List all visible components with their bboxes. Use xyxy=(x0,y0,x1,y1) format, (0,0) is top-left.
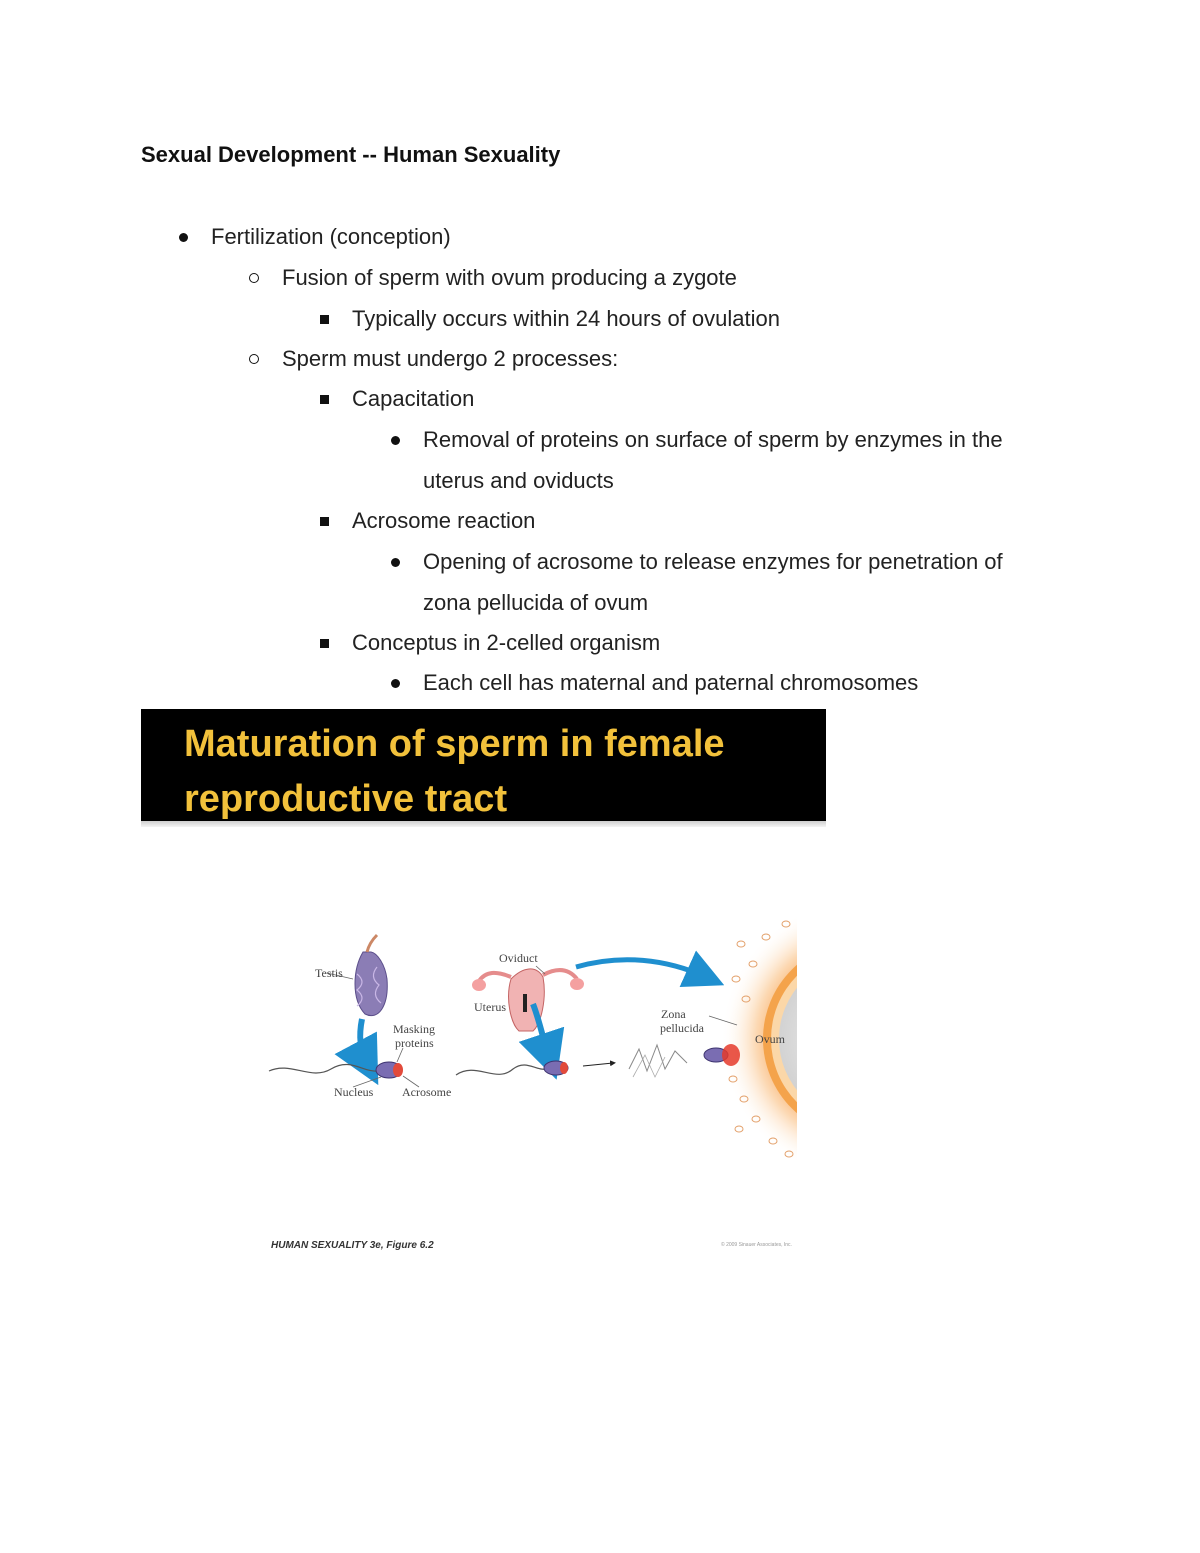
page-title: Sexual Development -- Human Sexuality xyxy=(141,142,561,167)
list-item: Acrosome reaction xyxy=(352,508,536,533)
list-item: Each cell has maternal and paternal chromosomes xyxy=(423,670,919,695)
square-bullet-icon xyxy=(320,517,329,526)
proteins-label: proteins xyxy=(395,1036,434,1050)
acrosome-label: Acrosome xyxy=(402,1085,452,1099)
square-bullet-icon xyxy=(320,395,329,404)
square-bullet-icon xyxy=(320,315,329,324)
circle-bullet-icon xyxy=(249,354,259,364)
list-item: Fertilization (conception) xyxy=(211,224,451,249)
list-item: Sperm must undergo 2 processes: xyxy=(282,346,619,371)
disc-bullet-icon xyxy=(391,679,400,688)
list-item: Removal of proteins on surface of sperm by enzymes in the xyxy=(423,427,1003,452)
testis-label: Testis xyxy=(315,966,343,980)
list-item-continuation: zona pellucida of ovum xyxy=(423,590,649,615)
disc-bullet-icon xyxy=(391,436,400,445)
pellucida-label: pellucida xyxy=(660,1021,704,1035)
testis-graphic xyxy=(355,935,387,1016)
uterus-label: Uterus xyxy=(474,1000,506,1014)
sperm-maturation-diagram xyxy=(141,709,827,1279)
embedded-slide-figure xyxy=(141,709,827,1279)
slide-title-line: reproductive tract xyxy=(184,778,508,820)
list-item: Typically occurs within 24 hours of ovulation xyxy=(352,306,780,331)
list-item: Fusion of sperm with ovum producing a zygote xyxy=(282,265,737,290)
oviduct-label: Oviduct xyxy=(499,951,538,965)
nucleus-label: Nucleus xyxy=(334,1085,374,1099)
slide-title-line: Maturation of sperm in female xyxy=(184,723,725,765)
list-item: Opening of acrosome to release enzymes for penetration of xyxy=(423,549,1003,574)
zona-label: Zona xyxy=(661,1007,686,1021)
copyright-notice: © 2009 Sinauer Associates, Inc. xyxy=(721,1242,792,1248)
figure-caption: HUMAN SEXUALITY 3e, Figure 6.2 xyxy=(271,1240,434,1251)
sperm-graphic xyxy=(456,1061,568,1075)
list-item: Conceptus in 2-celled organism xyxy=(352,630,661,655)
list-item-continuation: uterus and oviducts xyxy=(423,468,614,493)
square-bullet-icon xyxy=(320,639,329,648)
circle-bullet-icon xyxy=(249,273,259,283)
sperm-graphic xyxy=(629,1044,740,1077)
list-item: Capacitation xyxy=(352,386,475,411)
disc-bullet-icon xyxy=(391,558,400,567)
sperm-graphic xyxy=(269,1062,403,1078)
ovum-label: Ovum xyxy=(755,1032,785,1046)
disc-bullet-icon xyxy=(179,233,188,242)
masking-label: Masking xyxy=(393,1022,435,1036)
